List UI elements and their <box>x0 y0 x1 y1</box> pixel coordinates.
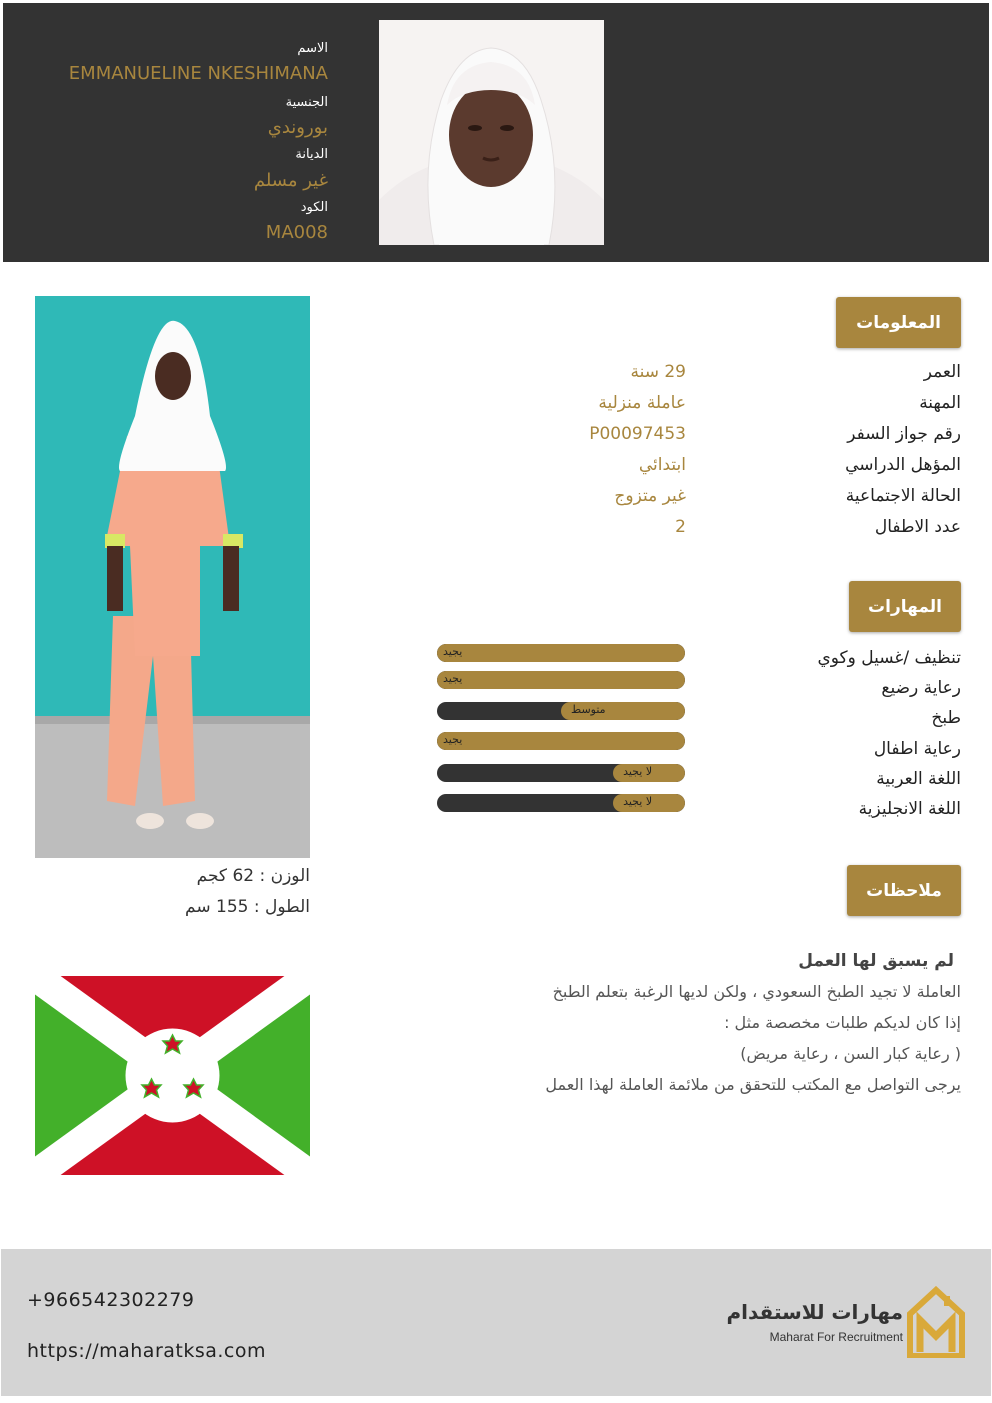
note-line: ( رعاية كبار السن ، رعاية مريض) <box>740 1044 961 1063</box>
nationality-label: الجنسية <box>285 95 328 110</box>
skill-bar <box>437 644 685 662</box>
full-body-photo <box>35 296 310 858</box>
skills-section-title: المهارات <box>849 581 961 632</box>
skill-label: اللغة الانجليزية <box>858 799 961 819</box>
skill-label: تنظيف /غسيل وكوي <box>817 648 961 668</box>
info-value-passport: P00097453 <box>589 424 686 444</box>
notes-heading: لم يسبق لها العمل <box>798 951 954 971</box>
note-line: يرجى التواصل مع المكتب للتحقق من ملائمة العاملة لهذا العمل <box>545 1075 961 1094</box>
phone-number: +966542302279 <box>27 1289 195 1311</box>
skill-bar-fill <box>437 732 685 750</box>
info-value-profession: عاملة منزلية <box>598 393 686 413</box>
religion-value: غير مسلم <box>253 170 328 191</box>
skill-bar <box>437 764 685 782</box>
skill-label: رعاية رضيع <box>881 678 961 698</box>
skill-bar-fill <box>437 644 685 662</box>
code-value: MA008 <box>265 222 328 243</box>
worker-name: EMMANUELINE NKESHIMANA <box>68 63 328 84</box>
skill-level-text: متوسط <box>571 703 606 716</box>
company-logo <box>726 1286 967 1358</box>
info-label-age: العمر <box>923 362 961 382</box>
logo-text-en: Maharat For Recruitment <box>769 1330 903 1344</box>
website-link[interactable]: https://maharatksa.com <box>27 1340 267 1362</box>
skill-bar <box>437 702 685 720</box>
skill-level-text: لا يجيد <box>623 765 653 778</box>
headshot-photo <box>379 20 604 245</box>
notes-section-title: ملاحظات <box>847 865 961 916</box>
code-label: الكود <box>300 200 328 215</box>
info-section-title: المعلومات <box>836 297 961 348</box>
nationality-value: بوروندي <box>267 117 328 138</box>
note-line: إذا كان لديكم طلبات مخصصة مثل : <box>724 1013 961 1032</box>
info-value-children: 2 <box>675 517 686 537</box>
info-label-education: المؤهل الدراسي <box>845 455 961 475</box>
skill-label: طبخ <box>931 708 961 728</box>
logo-text-ar: مهارات للاستقدام <box>726 1300 903 1324</box>
info-label-profession: المهنة <box>919 393 961 413</box>
height-text: الطول : 155 سم <box>185 897 310 917</box>
religion-label: الديانة <box>295 147 328 162</box>
info-value-marital: غير متزوج <box>614 486 686 506</box>
skill-bar <box>437 671 685 689</box>
skill-label: رعاية اطفال <box>873 739 961 759</box>
info-label-passport: رقم جواز السفر <box>847 424 961 444</box>
skill-level-text: يجيد <box>443 733 463 746</box>
skill-bar-fill <box>437 671 685 689</box>
logo-house-icon <box>906 1286 966 1358</box>
info-value-education: ابتدائي <box>638 455 686 475</box>
skill-bar <box>437 794 685 812</box>
info-label-children: عدد الاطفال <box>874 517 961 537</box>
weight-text: الوزن : 62 كجم <box>196 866 310 886</box>
burundi-flag <box>35 976 310 1175</box>
skill-bar <box>437 732 685 750</box>
skill-level-text: لا يجيد <box>623 795 653 808</box>
info-value-age: 29 سنة <box>630 362 686 382</box>
note-line: العاملة لا تجيد الطبخ السعودي ، ولكن لديها الرغبة بتعلم الطبخ <box>552 982 961 1001</box>
name-label: الاسم <box>297 41 328 56</box>
info-label-marital: الحالة الاجتماعية <box>845 486 961 506</box>
skill-level-text: يجيد <box>443 645 463 658</box>
skill-level-text: يجيد <box>443 672 463 685</box>
skill-label: اللغة العربية <box>876 769 961 789</box>
